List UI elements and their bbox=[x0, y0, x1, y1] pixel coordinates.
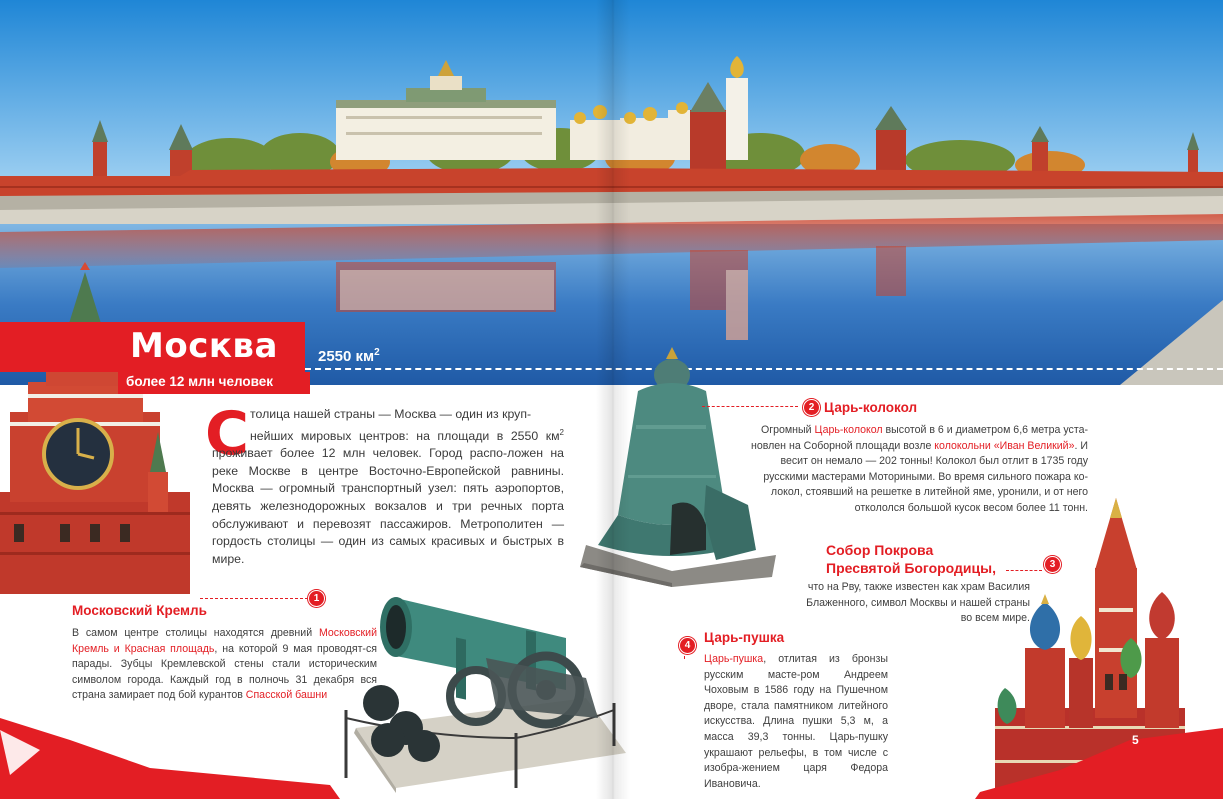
main-paragraph-rest: проживает более 12 млн человек. Город распо-ложен на реке Москве в центре Восточно-Европейской равнины. Москва — огромный транспортный узел: пять аэропортов, девять железнодорожных вокзалов и три речных порта обслуживают и перевозят пассажиров. Метрополитен — гордость столицы — один из самых красивых и быстрых в мире. bbox=[212, 446, 564, 566]
cathedral-number-badge: 3 bbox=[1044, 556, 1061, 573]
spasskaya-tower-photo bbox=[0, 262, 190, 594]
page-number-left: 4 bbox=[80, 733, 87, 747]
bell-link-1[interactable]: Царь-колокол bbox=[814, 424, 883, 436]
cathedral-title-line2: Пресвятой Богородицы, bbox=[826, 560, 996, 576]
main-paragraph-line2-text: нейших мировых центров: на площади в 2550 км bbox=[250, 428, 560, 443]
area-unit-sup: 2 bbox=[374, 347, 380, 358]
bell-text-1: Огромный bbox=[761, 424, 815, 436]
main-paragraph-line1: толица нашей страны — Москва — один из круп- bbox=[250, 407, 532, 421]
kremlin-title: Московский Кремль bbox=[72, 603, 207, 618]
kremlin-text-2: , на которой 9 мая проводят-ся парады. Зубцы Кремлевской стены стали историческим символом города. Каждый год в полночь 31 декабря вся страна замирает под бой курантов bbox=[72, 642, 377, 702]
bell-text-3: . И весит он немало — 202 тонны! Колокол был отлит в 1735 году русскими мастерами Моториными. Во время сильного пожара ко-локол, стоявший на решетке в литейной яме, уронили, и от него откололся большой кусок весом более 11 тонн. bbox=[763, 439, 1088, 514]
kremlin-number-badge: 1 bbox=[308, 590, 325, 607]
bell-number-badge: 2 bbox=[803, 399, 820, 416]
kremlin-link-2[interactable]: Спасской башни bbox=[245, 689, 328, 702]
cannon-number-badge: 4 bbox=[679, 637, 696, 654]
main-paragraph-sup: 2 bbox=[559, 427, 564, 437]
cathedral-title-line1: Собор Покрова bbox=[826, 542, 934, 558]
bell-link-2[interactable]: колокольни «Иван Великий» bbox=[934, 439, 1075, 452]
main-paragraph-line2 bbox=[212, 424, 564, 569]
cathedral-text: что на Рву, также известен как храм Василия Блаженного, символ Москвы и нашей страны во всем мире. bbox=[806, 581, 1030, 625]
kremlin-leader bbox=[200, 598, 308, 599]
cannon-title: Царь-пушка bbox=[704, 630, 785, 645]
bell-leader bbox=[702, 406, 798, 407]
page-title: Москва bbox=[130, 326, 278, 366]
bottom-ribbon bbox=[0, 700, 1223, 799]
cannon-link-1[interactable]: Царь-пушка bbox=[704, 653, 764, 665]
population-label: более 12 млн человек bbox=[126, 374, 274, 389]
kremlin-text bbox=[72, 626, 377, 704]
page-number-right: 5 bbox=[1132, 733, 1139, 747]
area-value: 2550 км bbox=[318, 348, 375, 365]
area-label bbox=[318, 347, 380, 365]
bell-text-2: высотой в 6 и диаметром 6,6 метра уста-новлен на Соборной площади возле bbox=[750, 424, 1088, 452]
cathedral-title bbox=[826, 541, 996, 577]
kremlin-text-1: В самом центре столицы находятся древний bbox=[72, 627, 319, 639]
cannon-text-1: , отлитая из бронзы русским масте-ром Андреем Чоховым в 1586 году на Пушечном дворе, стала памятником литейного искусства. Длина пушки 5,3 м, а масса 39,3 тонны. Царь-пушку украшают рельефы, в том числе с изобра-жением царя Федора Ивановича. bbox=[704, 653, 888, 790]
main-paragraph bbox=[212, 406, 564, 568]
drop-cap: С bbox=[205, 399, 250, 469]
bell-title: Царь-колокол bbox=[824, 400, 918, 415]
kremlin-link-1[interactable]: Московский Кремль и Красная площадь bbox=[72, 627, 377, 655]
